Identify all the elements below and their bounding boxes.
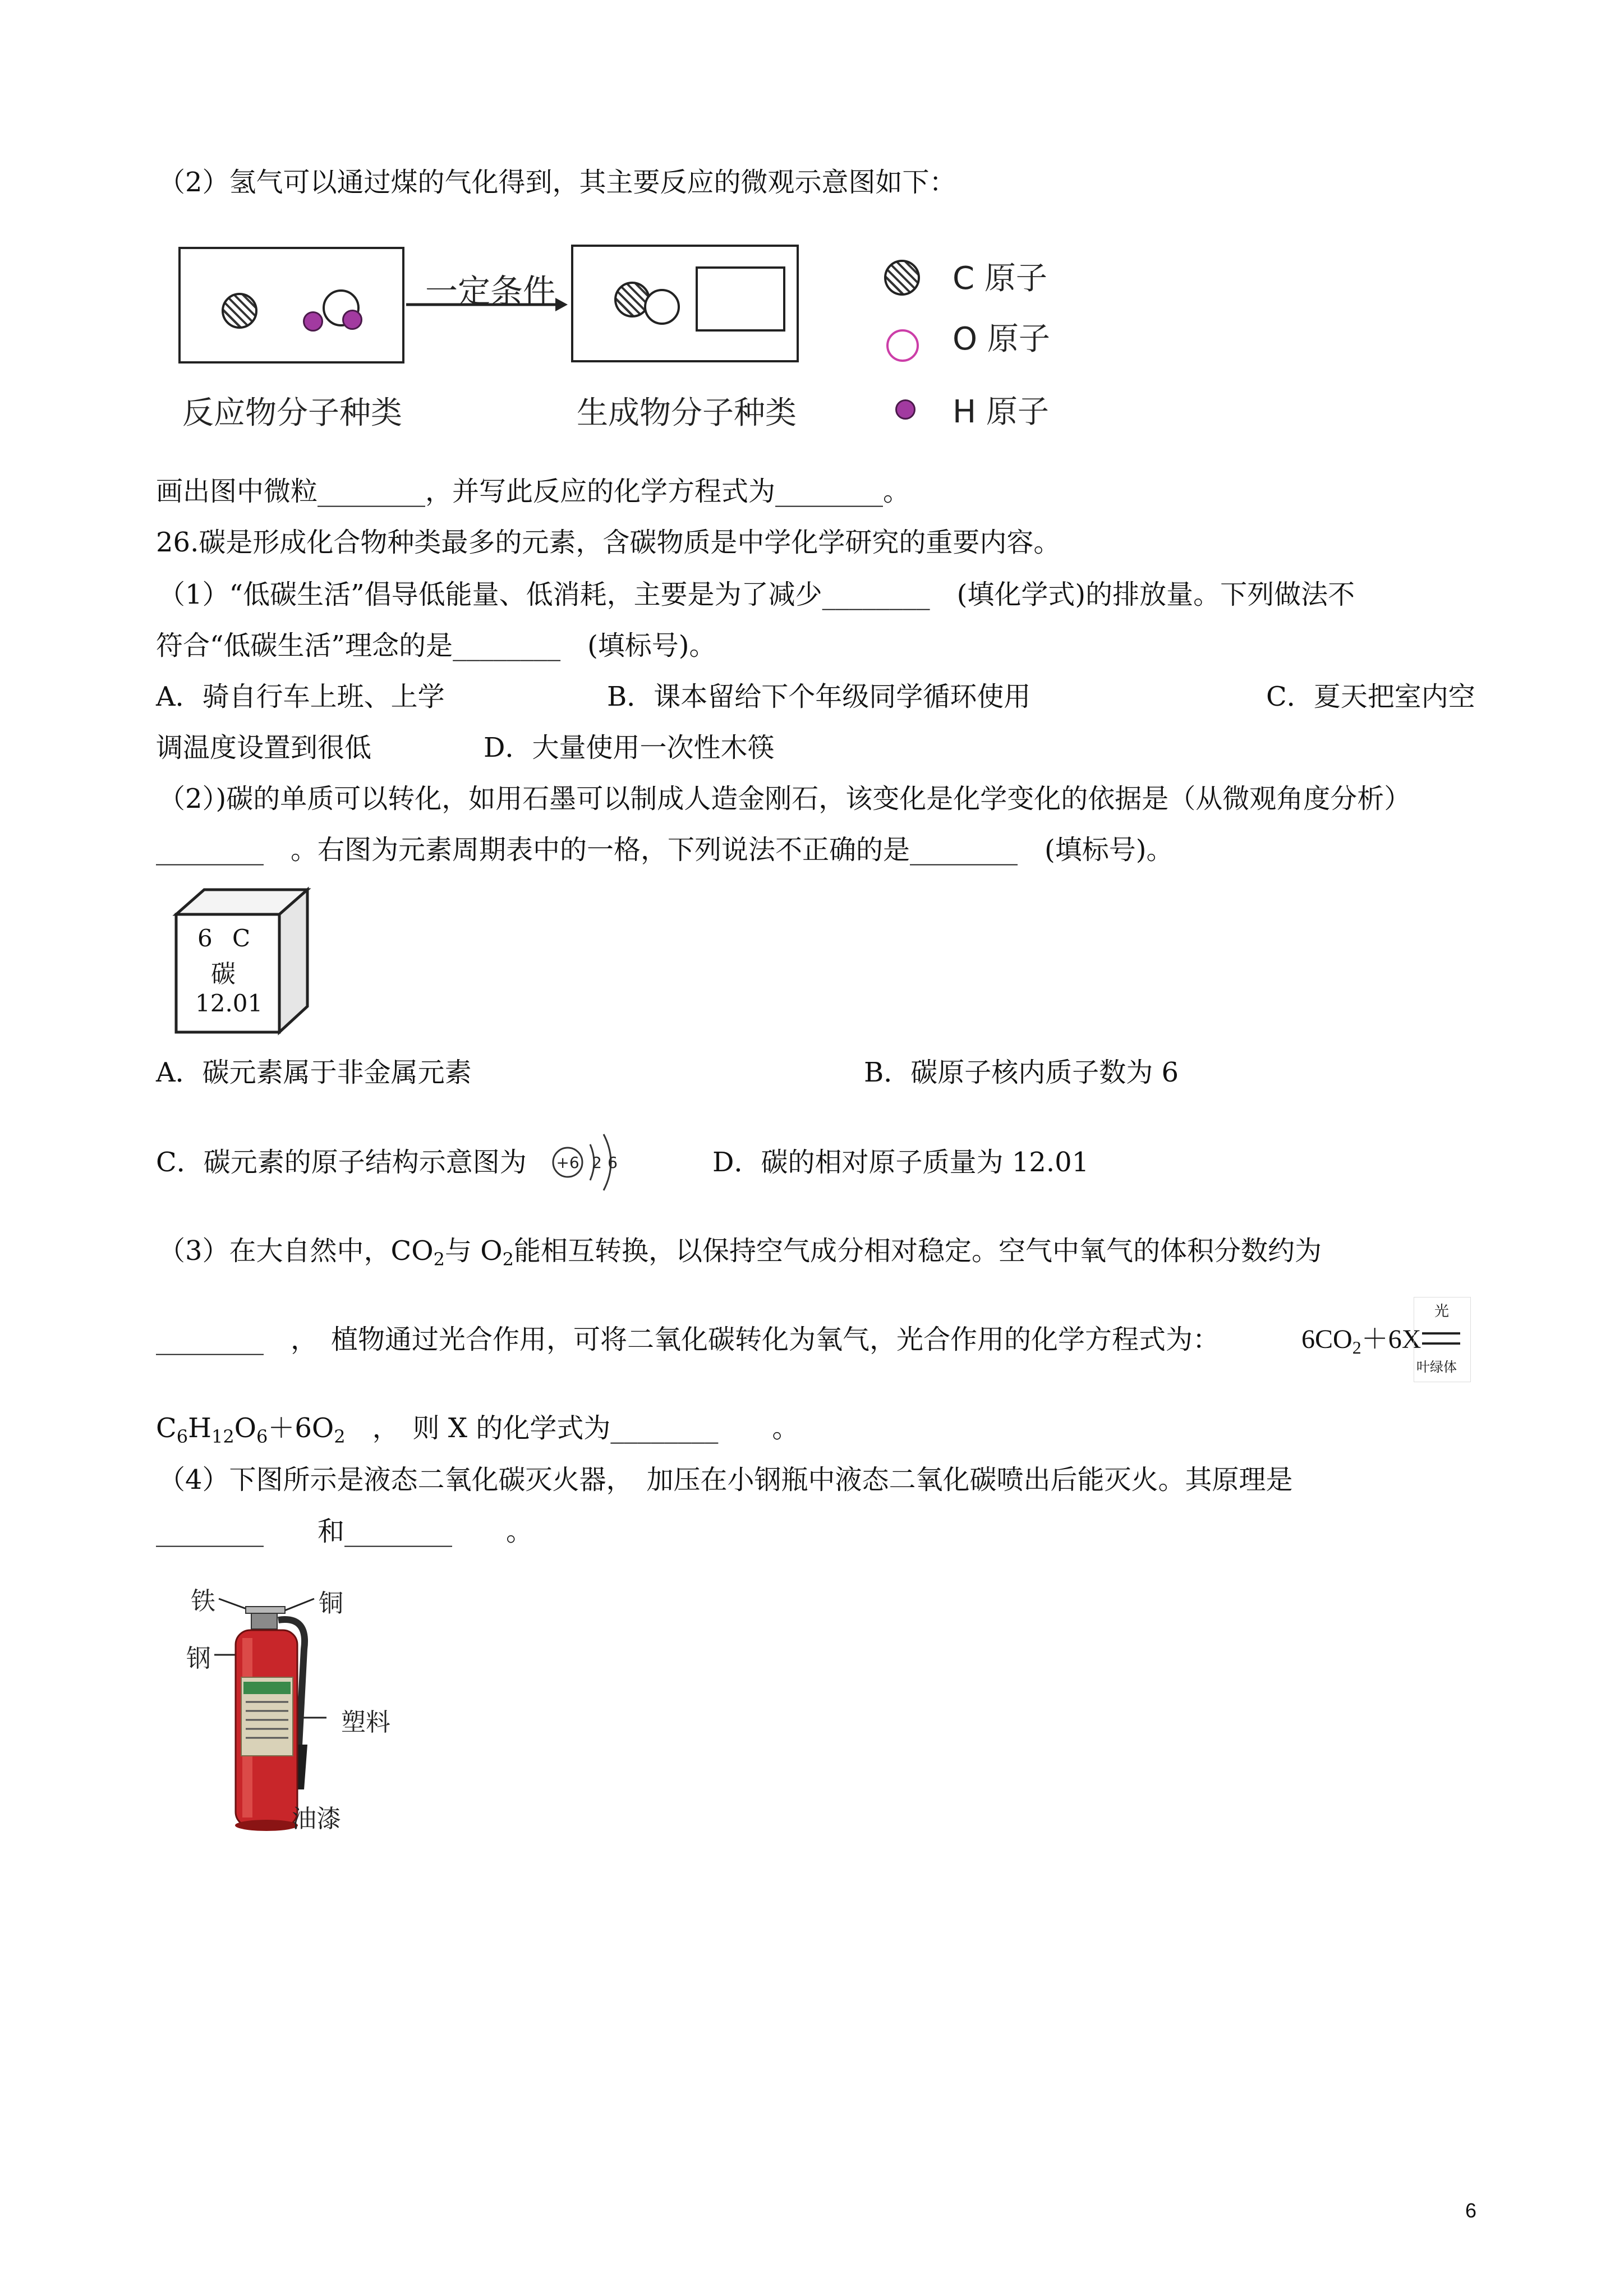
q26-p1-option-d: D．大量使用一次性木筷 xyxy=(484,732,775,763)
eq-6x: ＋6X xyxy=(1361,1324,1421,1354)
condition-top: 光 xyxy=(1434,1303,1450,1320)
p3-line3-tail: ， 则 X 的化学式为________ 。 xyxy=(345,1412,799,1444)
subscript: 2 xyxy=(502,1249,514,1270)
q26-p3-line2: ________ ， 植物通过光合作用，可将二氧化碳转化为氧气，光合作用的化学方程式为： xyxy=(156,1324,1220,1355)
q26-p2-option-a: A．碳元素属于非金属元素 xyxy=(156,1057,472,1088)
legend-h-label: H 原子 xyxy=(953,394,1049,430)
q26-p2-line1: （2）)碳的单质可以转化，如用石墨可以制成人造金刚石，该变化是化学变化的依据是（从微观角度分析） xyxy=(158,783,1411,815)
shell2-electrons: 6 xyxy=(608,1153,618,1172)
eq-o: O xyxy=(234,1412,257,1444)
subscript: 6 xyxy=(256,1426,268,1447)
equals-sign xyxy=(1422,1342,1460,1345)
q26-p2-option-b: B．碳原子核内质子数为 6 xyxy=(864,1057,1179,1088)
product-caption: 生成物分子种类 xyxy=(577,395,797,431)
q26-p4-line1: （4）下图所示是液态二氧化碳灭火器， 加压在小钢瓶中液态二氧化碳喷出后能灭火。其原理是 xyxy=(158,1464,1293,1496)
o-atom-hollow-icon xyxy=(886,329,919,362)
page-number: 6 xyxy=(1465,2199,1477,2222)
nucleus-charge: +6 xyxy=(556,1153,579,1172)
element-symbol: C xyxy=(232,924,251,952)
reaction-condition xyxy=(1414,1297,1471,1382)
subscript: 6 xyxy=(176,1426,188,1447)
eq-co2: 6CO xyxy=(1301,1324,1352,1354)
p3-text-a: （3）在大自然中，CO xyxy=(158,1235,434,1267)
subscript: 12 xyxy=(211,1426,234,1447)
eq-6o2: ＋6O xyxy=(268,1412,334,1444)
equals-sign xyxy=(1422,1332,1460,1335)
subscript: 2 xyxy=(1352,1337,1361,1358)
q26-p2-line2: ________ 。右图为元素周期表中的一格，下列说法不正确的是________ (填标号)。 xyxy=(156,834,1174,866)
h-atom-icon xyxy=(342,310,362,330)
reactant-caption: 反应物分子种类 xyxy=(182,395,402,431)
p3-text-b: 与 O xyxy=(444,1235,503,1267)
h-atom-filled-icon xyxy=(895,399,915,420)
label-plastic: 塑料 xyxy=(341,1708,390,1737)
atom-structure-diagram xyxy=(550,1122,623,1200)
h-atom-icon xyxy=(303,311,323,332)
fire-extinguisher-figure xyxy=(180,1576,415,1846)
element-mass: 12.01 xyxy=(195,990,263,1017)
q26-p1-option-c: C．夏天把室内空 xyxy=(1266,681,1475,712)
q26-p1-option-a: A．骑自行车上班、上学 xyxy=(156,681,445,712)
c-atom-icon xyxy=(222,293,257,329)
q26-p2-option-c: C．碳元素的原子结构示意图为 xyxy=(156,1147,527,1178)
p3-text-c: 能相互转换，以保持空气成分相对稳定。空气中氧气的体积分数约为 xyxy=(513,1235,1322,1267)
label-paint: 油漆 xyxy=(292,1805,341,1833)
label-iron: 铁 xyxy=(191,1587,215,1616)
q26-p2-option-d: D．碳的相对原子质量为 12.01 xyxy=(712,1147,1089,1178)
element-number: 6 xyxy=(197,924,213,952)
q26-p1-option-b: B．课本留给下个年级同学循环使用 xyxy=(607,681,1031,712)
q25-intro: （2）氢气可以通过煤的气化得到，其主要反应的微观示意图如下： xyxy=(158,167,956,198)
c-atom-hatched-icon xyxy=(884,260,920,296)
q26-p3-line3 xyxy=(156,1411,799,1453)
legend-c-label: C 原子 xyxy=(953,260,1047,297)
label-steel: 钢 xyxy=(186,1644,211,1673)
eq-h: H xyxy=(188,1412,211,1444)
q25-question: 画出图中微粒________，并写此反应的化学方程式为________。 xyxy=(156,476,910,507)
condition-bottom: 叶绿体 xyxy=(1416,1359,1457,1375)
q26-p1-option-c-cont: 调温度设置到很低 xyxy=(156,732,372,763)
element-name: 碳 xyxy=(211,960,236,988)
q26-p1-line1: （1）“低碳生活”倡导低能量、低消耗，主要是为了减少________ (填化学式)的排放量。下列做法不 xyxy=(158,579,1355,610)
subscript: 2 xyxy=(433,1249,445,1270)
shell1-electrons: 2 xyxy=(592,1153,602,1172)
arrow-right-icon xyxy=(405,296,568,313)
periodic-table-cell xyxy=(172,885,312,1037)
q26-p3-line1 xyxy=(158,1234,1322,1276)
reactant-box xyxy=(178,247,404,364)
photosynthesis-eq-left xyxy=(1301,1323,1421,1364)
legend-o-label: O 原子 xyxy=(953,321,1050,357)
q26-p1-line2: 符合“低碳生活”理念的是________ (填标号)。 xyxy=(156,630,716,661)
q26-title: 26.碳是形成化合物种类最多的元素，含碳物质是中学化学研究的重要内容。 xyxy=(156,527,1061,558)
o-atom-icon xyxy=(644,289,680,325)
blank-drawing-area[interactable] xyxy=(696,266,785,332)
arrow-label: 一定条件 xyxy=(425,272,556,310)
subscript: 2 xyxy=(334,1426,346,1447)
q26-p4-line2: ________ 和________ 。 xyxy=(156,1516,533,1547)
label-copper: 铜 xyxy=(319,1589,343,1618)
eq-c: C xyxy=(156,1412,177,1444)
